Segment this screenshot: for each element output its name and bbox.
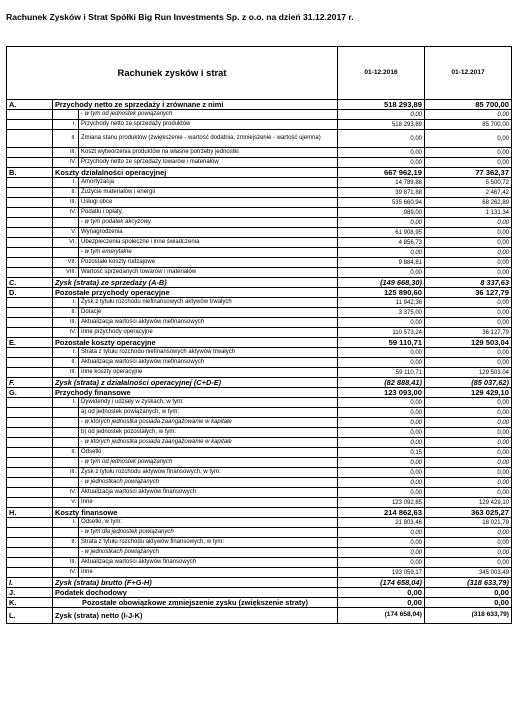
table-row	[7, 518, 512, 528]
value-2017: 0,00	[425, 268, 512, 278]
value-2016: 0,00	[338, 458, 425, 468]
row-letter: B.	[7, 168, 53, 178]
row-label: Zysk (strata) brutto (F+G-H)	[53, 578, 338, 588]
value-2017: 0,00	[425, 158, 512, 168]
value-2017: 0,00	[425, 448, 512, 458]
value-2017: 0,00	[425, 558, 512, 568]
row-label: Ubezpieczenia społeczne i inne świadczenia	[81, 239, 200, 246]
value-2017: (318 633,79)	[425, 578, 512, 588]
value-2017: 0,00	[425, 468, 512, 478]
value-2016: 0,00	[338, 408, 425, 418]
row-label: - w jednostkach powiązanych	[81, 479, 160, 486]
row-label: Pozostałe koszty rodzajowe	[81, 259, 156, 266]
row-letter: K.	[7, 598, 53, 608]
table-row	[7, 188, 512, 198]
value-2016: 0,00	[338, 588, 425, 598]
table-row	[7, 120, 512, 130]
row-label: Inne	[81, 569, 93, 576]
value-2016: 14 789,88	[338, 178, 425, 188]
row-label: Pozostałe koszty operacyjne	[53, 338, 338, 348]
row-label: Pozostałe obowiązkowe zmniejszenie zysku (zwiększenie straty)	[53, 598, 338, 608]
value-2016: (174 658,04)	[338, 608, 425, 624]
row-number	[55, 428, 79, 437]
value-2017: 2 467,42	[425, 188, 512, 198]
value-2016: 59 110,71	[338, 338, 425, 348]
value-2017: 68 262,89	[425, 198, 512, 208]
value-2016: 0,00	[338, 428, 425, 438]
table-row	[7, 238, 512, 248]
row-label: Dotacje	[81, 309, 102, 316]
value-2016: 21 803,46	[338, 518, 425, 528]
row-number: I.	[55, 518, 79, 527]
table-row	[7, 178, 512, 188]
value-2016: 9 884,81	[338, 258, 425, 268]
row-label: Aktualizacja wartości aktywów niefinansowych	[81, 359, 205, 366]
table-row	[7, 208, 512, 218]
table-row	[7, 538, 512, 548]
value-2016: 0,00	[338, 268, 425, 278]
row-label: Aktualizacja wartości aktywów niefinansowych	[81, 319, 205, 326]
value-2016: 39 871,88	[338, 188, 425, 198]
section-row-e	[7, 338, 512, 348]
row-label: Zmiana stanu produktów (zwiększenie - wartość dodatnia, zmniejszenie - wartość ujemna)	[81, 135, 321, 142]
table-row	[7, 268, 512, 278]
row-number: IV.	[55, 328, 79, 337]
value-2017: 8 337,63	[425, 278, 512, 288]
row-label: Zysk z tytułu rozchodu aktywów finansowych, w tym:	[81, 469, 221, 476]
row-label: Dywidendy i udziały w zyskach, w tym:	[81, 399, 184, 406]
row-number: II.	[55, 538, 79, 547]
value-2016: (174 658,04)	[338, 578, 425, 588]
value-2017: 0,00	[425, 408, 512, 418]
value-2017: 0,00	[425, 218, 512, 228]
row-label: a) od jednostek powiązanych, w tym:	[81, 409, 180, 416]
value-2016: 518 293,89	[338, 100, 425, 110]
value-2017: 129 429,10	[425, 498, 512, 508]
table-row	[7, 258, 512, 268]
table-row	[7, 218, 512, 228]
value-2016: (149 668,30)	[338, 278, 425, 288]
row-label: Strata z tytułu rozchodu aktywów finansowych, w tym:	[81, 539, 225, 546]
section-row-h	[7, 508, 512, 518]
value-2016: 0,00	[338, 478, 425, 488]
table-header	[7, 47, 512, 100]
section-row-l	[7, 608, 512, 624]
table-row	[7, 398, 512, 408]
row-label: Wynagrodzenia	[81, 229, 123, 236]
row-label: b) od jednostek pozostałych, w tym:	[81, 429, 177, 436]
value-2017: 0,00	[425, 428, 512, 438]
row-label: - w tym od jednostek powiązanych	[81, 111, 173, 118]
row-letter: J.	[7, 588, 53, 598]
table-row	[7, 298, 512, 308]
row-number	[55, 438, 79, 447]
value-2016: 0,00	[338, 358, 425, 368]
row-number: III.	[55, 198, 79, 207]
value-2016: 0,00	[338, 318, 425, 328]
row-number	[55, 418, 79, 427]
value-2017: 0,00	[425, 130, 512, 148]
row-label: Przychody netto ze sprzedaży produktów	[81, 121, 191, 128]
section-row-k	[7, 598, 512, 608]
row-label: Aktualizacja wartości aktywów finansowych	[81, 559, 197, 566]
value-2017: 0,00	[425, 398, 512, 408]
value-2017: 0,00	[425, 238, 512, 248]
value-2017: 1 131,34	[425, 208, 512, 218]
row-number: III.	[55, 368, 79, 377]
row-number	[55, 478, 79, 487]
row-number	[55, 248, 79, 257]
section-row-d	[7, 288, 512, 298]
row-label: Wartość sprzedanych towarów i materiałów	[81, 269, 197, 276]
row-number: III.	[55, 148, 79, 157]
row-number: II.	[55, 308, 79, 317]
row-letter: C.	[7, 278, 53, 288]
row-label: Zysk (strata) z działalności operacyjnej (C+D-E)	[53, 378, 338, 388]
row-number: IV.	[55, 208, 79, 217]
row-label: Zysk (strata) ze sprzedaży (A-B)	[53, 278, 338, 288]
value-2016: 0,00	[338, 248, 425, 258]
row-label: Inne przychody operacyjne	[81, 329, 153, 336]
row-label: - w których jednostka posiada zaangażowanie w kapitale	[81, 419, 232, 426]
row-number: IV.	[55, 158, 79, 167]
row-label: - w tym podatek akcyzowy	[81, 219, 152, 226]
value-2016: 0,00	[338, 528, 425, 538]
value-2017: 0,00	[425, 248, 512, 258]
value-2016: 0,15	[338, 448, 425, 458]
row-number: II.	[55, 448, 79, 457]
table-row	[7, 148, 512, 158]
value-2016: 0,00	[338, 548, 425, 558]
value-2017: 0,00	[425, 478, 512, 488]
row-label: Usługi obce	[81, 199, 113, 206]
row-number: VIII.	[55, 268, 79, 277]
value-2016: (82 888,41)	[338, 378, 425, 388]
row-letter: F.	[7, 378, 53, 388]
value-2016: 0,00	[338, 598, 425, 608]
value-2017: 36 127,79	[425, 288, 512, 298]
value-2016: 989,00	[338, 208, 425, 218]
value-2017: 0,00	[425, 358, 512, 368]
value-2017: 129 429,10	[425, 388, 512, 398]
row-label: - w tym dla jednostek powiązanych	[81, 529, 174, 536]
row-number: II.	[55, 188, 79, 197]
row-label: Odsetki, w tym:	[81, 519, 123, 526]
row-number	[55, 528, 79, 537]
value-2016: 518 293,89	[338, 120, 425, 130]
row-number: IV.	[55, 488, 79, 497]
row-number	[55, 110, 79, 119]
table-row	[7, 478, 512, 488]
value-2016: 61 908,95	[338, 228, 425, 238]
table-row	[7, 358, 512, 368]
row-number: II.	[55, 130, 79, 147]
value-2016: 214 862,63	[338, 508, 425, 518]
value-2017: 0,00	[425, 548, 512, 558]
value-2017: 18 021,78	[425, 518, 512, 528]
row-letter: D.	[7, 288, 53, 298]
row-number: V.	[55, 228, 79, 237]
row-label: Odsetki	[81, 449, 102, 456]
section-row-f	[7, 378, 512, 388]
table-row	[7, 198, 512, 208]
row-label: Podatek dochodowy	[53, 588, 338, 598]
value-2016: 125 890,60	[338, 288, 425, 298]
value-2017: 0,00	[425, 418, 512, 428]
table-row	[7, 458, 512, 468]
value-2017: 85 700,00	[425, 120, 512, 130]
table-row	[7, 468, 512, 478]
value-2017: 0,00	[425, 148, 512, 158]
value-2016: 11 942,36	[338, 298, 425, 308]
header-period-2017: 01-12.2017	[425, 47, 512, 100]
section-row-j	[7, 588, 512, 598]
section-row-i	[7, 578, 512, 588]
value-2016: 123 093,00	[338, 388, 425, 398]
value-2017: 0,00	[425, 588, 512, 598]
row-number: I.	[55, 298, 79, 307]
value-2017: 5 500,72	[425, 178, 512, 188]
document-title: Rachunek Zysków i Strat Spółki Big Run Investments Sp. z o.o. na dzień 31.12.2017 r.	[6, 12, 354, 22]
row-label: Strata z tytułu rozchodu niefinansowych aktywów trwałych	[81, 349, 236, 356]
table-row	[7, 408, 512, 418]
row-label: Zużycie materiałów i energii	[81, 189, 156, 196]
table-row	[7, 498, 512, 508]
row-number	[55, 548, 79, 557]
table-row	[7, 448, 512, 458]
row-number: I.	[55, 120, 79, 129]
value-2016: 110 573,24	[338, 328, 425, 338]
table-row	[7, 318, 512, 328]
row-label: Inne koszty operacyjne	[81, 369, 143, 376]
row-label: - w tym od jednostek powiązanych	[81, 459, 173, 466]
row-number	[55, 218, 79, 227]
value-2016: 667 962,19	[338, 168, 425, 178]
table-row	[7, 248, 512, 258]
row-label: Amortyzacja	[81, 179, 115, 186]
row-number	[55, 458, 79, 467]
value-2017: 0,00	[425, 458, 512, 468]
value-2017: 0,00	[425, 110, 512, 120]
value-2016: 0,00	[338, 438, 425, 448]
table-row	[7, 328, 512, 338]
row-label: - w jednostkach powiązanych	[81, 549, 160, 556]
row-number	[55, 408, 79, 417]
row-label: Podatki i opłaty,	[81, 209, 123, 216]
row-number: VI.	[55, 238, 79, 247]
value-2017: (85 037,62)	[425, 378, 512, 388]
row-number: V.	[55, 498, 79, 507]
row-label: Koszty finansowe	[53, 508, 338, 518]
row-number: II.	[55, 358, 79, 367]
value-2017: 0,00	[425, 348, 512, 358]
value-2017: 0,00	[425, 308, 512, 318]
table-row	[7, 438, 512, 448]
value-2016: 123 092,85	[338, 498, 425, 508]
row-letter: I.	[7, 578, 53, 588]
row-label: - w tym emerytalne	[81, 249, 132, 256]
value-2017: 0,00	[425, 318, 512, 328]
table-row	[7, 130, 512, 148]
value-2016: 0,00	[338, 148, 425, 158]
table-row	[7, 568, 512, 578]
value-2017: 0,00	[425, 538, 512, 548]
row-label: Aktualizacja wartości aktywów finansowych	[81, 489, 197, 496]
header-period-2016: 01-12.2016	[338, 47, 425, 100]
value-2016: 0,00	[338, 158, 425, 168]
row-number: IV.	[55, 568, 79, 577]
income-statement-table	[6, 46, 512, 624]
table-row	[7, 548, 512, 558]
value-2017: 0,00	[425, 298, 512, 308]
table-row	[7, 348, 512, 358]
value-2016: 3 375,00	[338, 308, 425, 318]
value-2017: 0,00	[425, 438, 512, 448]
section-row-g	[7, 388, 512, 398]
value-2016: 0,00	[338, 130, 425, 148]
value-2017: 0,00	[425, 228, 512, 238]
row-letter: E.	[7, 338, 53, 348]
table-row	[7, 308, 512, 318]
table-row	[7, 558, 512, 568]
row-label: Przychody netto ze sprzedaży i zrównane z nimi	[53, 100, 338, 110]
row-label: Koszty działalności operacyjnej	[53, 168, 338, 178]
row-label: - w których jednostka posiada zaangażowanie w kapitale	[81, 439, 232, 446]
value-2017: 129 503,04	[425, 338, 512, 348]
row-letter: A.	[7, 100, 53, 110]
row-number: III.	[55, 318, 79, 327]
value-2016: 4 856,73	[338, 238, 425, 248]
value-2017: 0,00	[425, 598, 512, 608]
row-number: I.	[55, 178, 79, 187]
row-label: Inne	[81, 499, 93, 506]
section-row-c	[7, 278, 512, 288]
section-row-a	[7, 100, 512, 110]
value-2016: 0,00	[338, 398, 425, 408]
value-2016: 0,00	[338, 218, 425, 228]
row-number: I.	[55, 348, 79, 357]
row-label: Zysk (strata) netto (I-J-K)	[53, 608, 338, 624]
value-2017: 77 362,37	[425, 168, 512, 178]
row-letter: H.	[7, 508, 53, 518]
value-2016: 0,00	[338, 468, 425, 478]
value-2017: 129 503,04	[425, 368, 512, 378]
value-2017: 363 025,27	[425, 508, 512, 518]
value-2017: 36 127,79	[425, 328, 512, 338]
table-row	[7, 368, 512, 378]
value-2016: 0,00	[338, 538, 425, 548]
row-label: Przychody finansowe	[53, 388, 338, 398]
row-number: III.	[55, 468, 79, 477]
value-2017: 0,00	[425, 488, 512, 498]
table-row	[7, 528, 512, 538]
row-number: III.	[55, 558, 79, 567]
value-2017: 85 700,00	[425, 100, 512, 110]
row-letter: L.	[7, 608, 53, 624]
value-2016: 535 660,94	[338, 198, 425, 208]
value-2017: 345 003,49	[425, 568, 512, 578]
table-row	[7, 428, 512, 438]
table-row	[7, 158, 512, 168]
table-row	[7, 228, 512, 238]
table-row	[7, 418, 512, 428]
value-2016: 0,00	[338, 348, 425, 358]
row-label: Przychody netto ze sprzedaży towarów i materiałów	[81, 159, 219, 166]
row-label: Pozostałe przychody operacyjne	[53, 288, 338, 298]
row-number: I.	[55, 398, 79, 407]
row-label: Koszt wytworzenia produktów na własne potrzeby jednostki	[81, 149, 239, 156]
value-2016: 59 110,71	[338, 368, 425, 378]
row-label: Zysk z tytułu rozchodu niefinansowych aktywów trwałych	[81, 299, 232, 306]
value-2017: (318 633,79)	[425, 608, 512, 624]
value-2017: 0,00	[425, 258, 512, 268]
row-letter: G.	[7, 388, 53, 398]
value-2016: 0,00	[338, 110, 425, 120]
section-row-b	[7, 168, 512, 178]
value-2016: 0,00	[338, 418, 425, 428]
row-number: VII.	[55, 258, 79, 267]
value-2017: 0,00	[425, 528, 512, 538]
value-2016: 193 059,17	[338, 568, 425, 578]
header-label: Rachunek zysków i strat	[7, 47, 338, 100]
table-row	[7, 110, 512, 120]
value-2016: 0,00	[338, 558, 425, 568]
value-2016: 0,00	[338, 488, 425, 498]
table-row	[7, 488, 512, 498]
